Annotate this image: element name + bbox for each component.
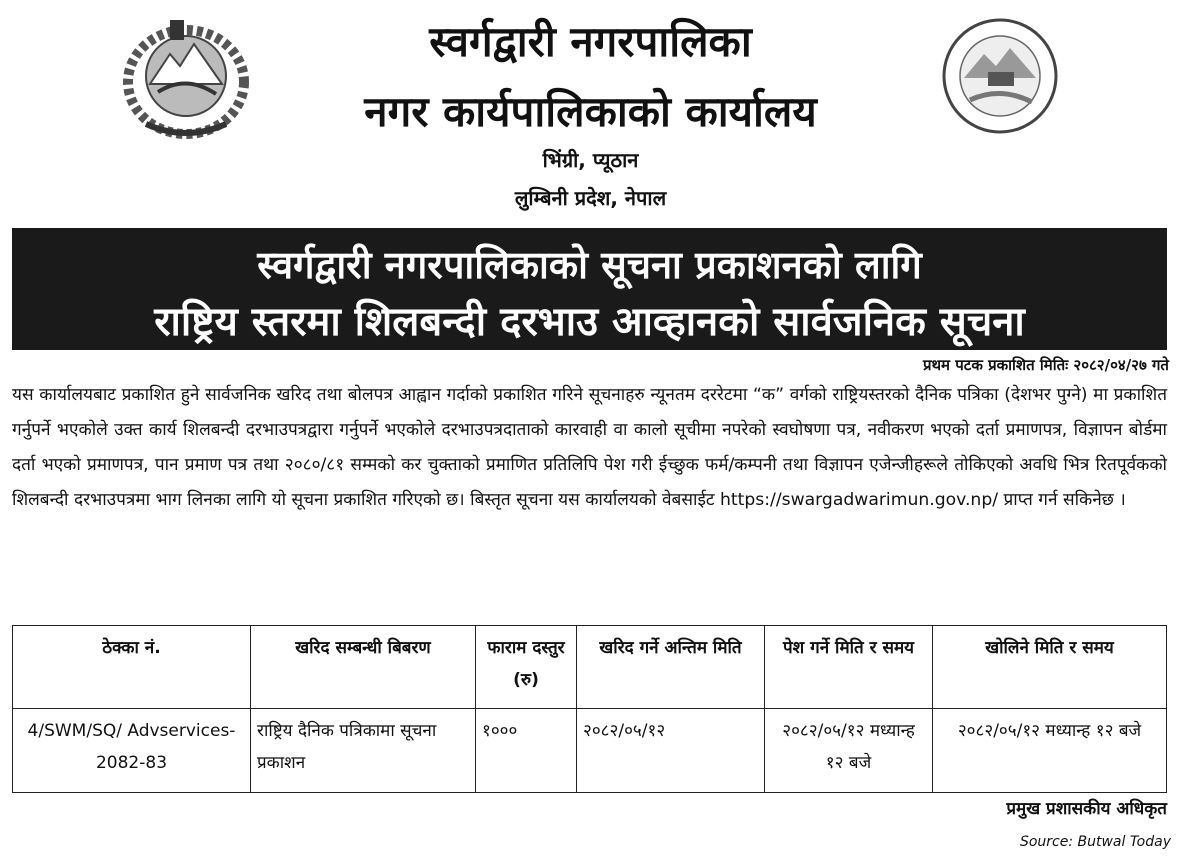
header-submission-date: पेश गर्ने मिति र समय — [765, 626, 933, 709]
notice-body-text: यस कार्यालयबाट प्रकाशित हुने सार्वजनिक खरिद तथा बोलपत्र आह्वान गर्दाको प्रकाशित गरिने सूचनाहरु न्यूनतम दररेटमा “क” वर्गको राष्ट्रियस्तरको दैनिक पत्रिका (देशभर पुग्ने) मा प्रकाशित गर्नुपर्ने भएकोले उक्त कार्य शिलबन्दी दरभाउपत्रद्वारा गर्नुपर्ने भएकोले दरभाउपत्रदाताको कारवाही वा कालो सूचीमा नपरेको स्वघोषणा पत्र, नवीकरण भएको दर्ता प्रमाणपत्र, विज्ञापन बोर्डमा दर्ता भएको प्रमाणपत्र, पान प्रमाण पत्र तथा २०८०/८१ सम्मको कर चुक्ताको प्रमाणित प्रतिलिपि पेश गरी ईच्छुक फर्म/कम्पनी तथा विज्ञापन एजेन्जीहरूले तोकिएको अवधि भित्र रितपूर्वकको शिलबन्दी दरभाउपत्रमा भाग लिनका लागि यो सूचना प्रकाशित गरिएको छ। बिस्तृत सूचना यस कार्यालयको वेबसाईट https://swargadwarimun.gov.np/ प्राप्त गर्न सकिनेछ । — [12, 385, 1167, 510]
table-row — [13, 709, 1167, 793]
banner-line-2: राष्ट्रिय स्तरमा शिलबन्दी दरभाउ आव्हानको सार्वजनिक सूचना — [154, 299, 1025, 345]
table-header-row — [13, 626, 1167, 709]
publication-date: प्रथम पटक प्रकाशित मितिः २०८२/०४/२७ गते — [922, 356, 1169, 374]
cell-description: राष्ट्रिय दैनिक पत्रिकामा सूचना प्रकाशन — [251, 709, 476, 793]
signatory-title: प्रमुख प्रशासकीय अधिकृत — [1006, 799, 1167, 819]
source-credit: Source: Butwal Today — [1019, 834, 1171, 850]
cell-opening: २०८२/०५/१२ मध्यान्ह १२ बजे — [933, 709, 1167, 793]
notice-title-banner — [12, 228, 1167, 350]
municipality-name: स्वर्गद्वारी नगरपालिका — [429, 17, 752, 66]
office-name: नगर कार्यपालिकाको कार्यालय — [364, 87, 817, 136]
address-line-1: भिंग्री, प्यूठान — [542, 148, 639, 172]
banner-line-1: स्वर्गद्वारी नगरपालिकाको सूचना प्रकाशनको लागि — [257, 243, 922, 287]
address-line-2: लुम्बिनी प्रदेश, नेपाल — [514, 186, 667, 210]
bid-details-table — [12, 625, 1167, 793]
header-form-fee: फाराम दस्तुर (रु) — [476, 626, 577, 709]
header-description: खरिद सम्बन्धी बिबरण — [251, 626, 476, 709]
cell-fee: १००० — [476, 709, 577, 793]
header-contract-no: ठेक्का नं. — [13, 626, 251, 709]
cell-submission: २०८२/०५/१२ मध्यान्ह १२ बजे — [765, 709, 933, 793]
header-last-purchase-date: खरिद गर्ने अन्तिम मिति — [577, 626, 765, 709]
cell-last-purchase-date: २०८२/०५/१२ — [577, 709, 765, 793]
header-opening-date: खोलिने मिति र समय — [933, 626, 1167, 709]
cell-contract-no: 4/SWM/SQ/ Advservices-2082-83 — [13, 709, 251, 793]
